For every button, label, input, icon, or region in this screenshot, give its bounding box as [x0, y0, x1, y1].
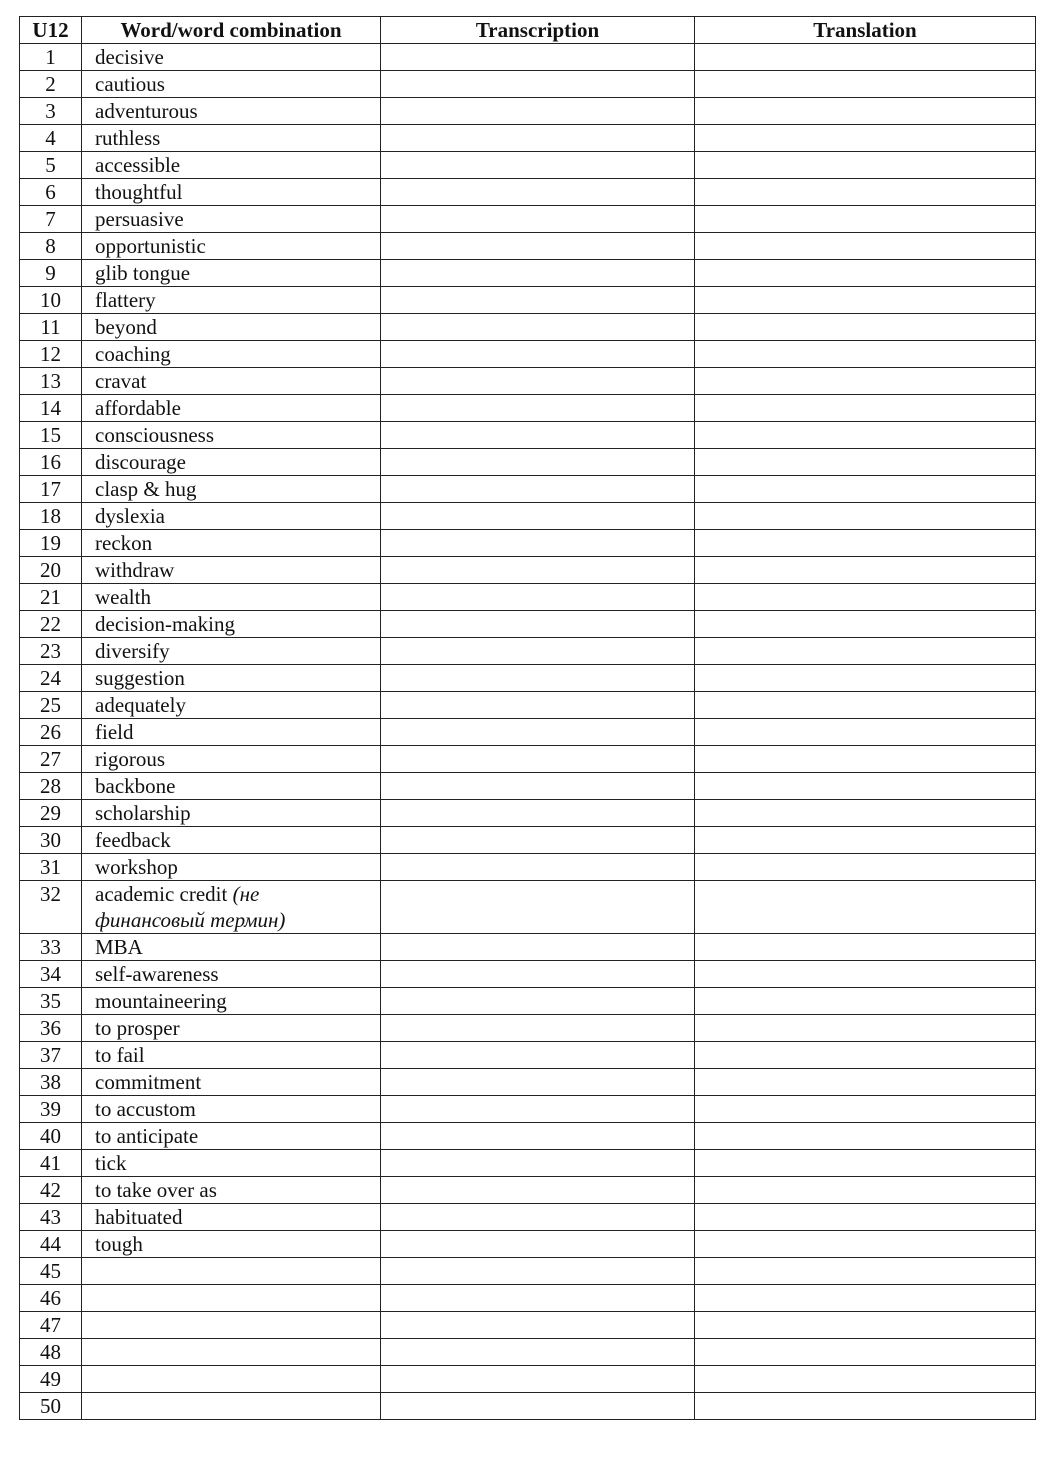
table-row [20, 988, 1036, 1015]
row-number: 2 [20, 71, 82, 98]
vocabulary-table [19, 16, 1036, 1420]
transcription-cell[interactable] [381, 1312, 695, 1339]
translation-cell[interactable] [695, 1366, 1036, 1393]
table-row [20, 665, 1036, 692]
table-row [20, 206, 1036, 233]
row-number: 27 [20, 746, 82, 773]
table-row [20, 827, 1036, 854]
table-row [20, 449, 1036, 476]
word-note: финансовый термин) [95, 908, 286, 932]
translation-cell[interactable] [695, 287, 1036, 314]
row-number: 21 [20, 584, 82, 611]
transcription-cell[interactable] [381, 665, 695, 692]
row-number: 16 [20, 449, 82, 476]
word-cell: clasp & hug [82, 476, 381, 503]
table-row [20, 1015, 1036, 1042]
translation-cell[interactable] [695, 1285, 1036, 1312]
transcription-cell[interactable] [381, 1042, 695, 1069]
translation-cell[interactable] [695, 314, 1036, 341]
row-number: 19 [20, 530, 82, 557]
table-row [20, 1312, 1036, 1339]
transcription-cell[interactable] [381, 341, 695, 368]
word-cell: tough [82, 1231, 381, 1258]
row-number: 1 [20, 44, 82, 71]
word-cell: wealth [82, 584, 381, 611]
row-number: 9 [20, 260, 82, 287]
transcription-cell[interactable] [381, 125, 695, 152]
word-cell: opportunistic [82, 233, 381, 260]
transcription-cell[interactable] [381, 1096, 695, 1123]
table-row [20, 395, 1036, 422]
word-cell: cautious [82, 71, 381, 98]
transcription-cell[interactable] [381, 1393, 695, 1420]
row-number: 40 [20, 1123, 82, 1150]
word-cell: workshop [82, 854, 381, 881]
transcription-cell[interactable] [381, 395, 695, 422]
word-cell: adequately [82, 692, 381, 719]
row-number: 25 [20, 692, 82, 719]
translation-cell[interactable] [695, 854, 1036, 881]
translation-cell[interactable] [695, 1015, 1036, 1042]
row-number: 38 [20, 1069, 82, 1096]
word-cell: discourage [82, 449, 381, 476]
row-number: 7 [20, 206, 82, 233]
translation-cell[interactable] [695, 206, 1036, 233]
transcription-cell[interactable] [381, 422, 695, 449]
row-number: 33 [20, 934, 82, 961]
row-number: 23 [20, 638, 82, 665]
word-cell: to anticipate [82, 1123, 381, 1150]
translation-cell[interactable] [695, 584, 1036, 611]
translation-cell[interactable] [695, 1312, 1036, 1339]
transcription-cell[interactable] [381, 827, 695, 854]
header-translation: Translation [695, 17, 1036, 44]
row-number: 45 [20, 1258, 82, 1285]
table-row [20, 719, 1036, 746]
word-cell: field [82, 719, 381, 746]
translation-cell[interactable] [695, 71, 1036, 98]
word-cell: rigorous [82, 746, 381, 773]
table-row [20, 557, 1036, 584]
word-cell: feedback [82, 827, 381, 854]
translation-cell[interactable] [695, 98, 1036, 125]
word-cell: mountaineering [82, 988, 381, 1015]
header-transcription: Transcription [381, 17, 695, 44]
translation-cell[interactable] [695, 1258, 1036, 1285]
word-cell: tick [82, 1150, 381, 1177]
row-number: 39 [20, 1096, 82, 1123]
table-row [20, 341, 1036, 368]
translation-cell[interactable] [695, 665, 1036, 692]
transcription-cell[interactable] [381, 692, 695, 719]
transcription-cell[interactable] [381, 503, 695, 530]
table-row [20, 125, 1036, 152]
translation-cell[interactable] [695, 611, 1036, 638]
translation-cell[interactable] [695, 1231, 1036, 1258]
table-row [20, 1042, 1036, 1069]
table-row [20, 611, 1036, 638]
transcription-cell[interactable] [381, 800, 695, 827]
translation-cell[interactable] [695, 152, 1036, 179]
transcription-cell[interactable] [381, 1123, 695, 1150]
transcription-cell[interactable] [381, 152, 695, 179]
row-number: 15 [20, 422, 82, 449]
word-cell: flattery [82, 287, 381, 314]
table-row [20, 179, 1036, 206]
row-number: 36 [20, 1015, 82, 1042]
word-cell: withdraw [82, 557, 381, 584]
translation-cell[interactable] [695, 773, 1036, 800]
table-row [20, 692, 1036, 719]
row-number: 6 [20, 179, 82, 206]
row-number: 46 [20, 1285, 82, 1312]
word-cell: habituated [82, 1204, 381, 1231]
transcription-cell[interactable] [381, 854, 695, 881]
word-cell [82, 1339, 381, 1366]
translation-cell[interactable] [695, 1393, 1036, 1420]
table-row [20, 584, 1036, 611]
word-cell: accessible [82, 152, 381, 179]
header-row [20, 17, 1036, 44]
word-cell: decision-making [82, 611, 381, 638]
row-number: 44 [20, 1231, 82, 1258]
transcription-cell[interactable] [381, 98, 695, 125]
translation-cell[interactable] [695, 179, 1036, 206]
translation-cell[interactable] [695, 449, 1036, 476]
word-cell: to fail [82, 1042, 381, 1069]
transcription-cell[interactable] [381, 746, 695, 773]
word-cell: diversify [82, 638, 381, 665]
row-number: 43 [20, 1204, 82, 1231]
transcription-cell[interactable] [381, 611, 695, 638]
transcription-cell[interactable] [381, 206, 695, 233]
word-cell: scholarship [82, 800, 381, 827]
transcription-cell[interactable] [381, 1015, 695, 1042]
table-row [20, 1150, 1036, 1177]
word-cell: affordable [82, 395, 381, 422]
row-number: 41 [20, 1150, 82, 1177]
row-number: 24 [20, 665, 82, 692]
transcription-cell[interactable] [381, 584, 695, 611]
transcription-cell[interactable] [381, 476, 695, 503]
translation-cell[interactable] [695, 827, 1036, 854]
word-cell [82, 1258, 381, 1285]
table-row [20, 638, 1036, 665]
transcription-cell[interactable] [381, 1069, 695, 1096]
table-row [20, 152, 1036, 179]
transcription-cell[interactable] [381, 71, 695, 98]
row-number: 13 [20, 368, 82, 395]
transcription-cell[interactable] [381, 1204, 695, 1231]
row-number: 35 [20, 988, 82, 1015]
transcription-cell[interactable] [381, 961, 695, 988]
row-number: 47 [20, 1312, 82, 1339]
word-cell: cravat [82, 368, 381, 395]
table-row [20, 44, 1036, 71]
table-row [20, 1123, 1036, 1150]
translation-cell[interactable] [695, 1339, 1036, 1366]
word-cell [82, 1366, 381, 1393]
translation-cell[interactable] [695, 1123, 1036, 1150]
row-number: 8 [20, 233, 82, 260]
table-row [20, 934, 1036, 961]
row-number: 28 [20, 773, 82, 800]
transcription-cell[interactable] [381, 1339, 695, 1366]
transcription-cell[interactable] [381, 1285, 695, 1312]
word-cell: thoughtful [82, 179, 381, 206]
translation-cell[interactable] [695, 1204, 1036, 1231]
table-row [20, 98, 1036, 125]
translation-cell[interactable] [695, 557, 1036, 584]
word-cell: adventurous [82, 98, 381, 125]
word-cell: decisive [82, 44, 381, 71]
row-number: 34 [20, 961, 82, 988]
translation-cell[interactable] [695, 260, 1036, 287]
header-unit: U12 [20, 17, 82, 44]
table-row [20, 287, 1036, 314]
transcription-cell[interactable] [381, 1177, 695, 1204]
word-cell: consciousness [82, 422, 381, 449]
translation-cell[interactable] [695, 422, 1036, 449]
word-cell: to take over as [82, 1177, 381, 1204]
table-row [20, 1177, 1036, 1204]
table-body [20, 44, 1036, 1420]
table-row [20, 854, 1036, 881]
translation-cell[interactable] [695, 692, 1036, 719]
word-cell: suggestion [82, 665, 381, 692]
table-row [20, 503, 1036, 530]
word-cell: commitment [82, 1069, 381, 1096]
word-cell [82, 1312, 381, 1339]
translation-cell[interactable] [695, 934, 1036, 961]
translation-cell[interactable] [695, 638, 1036, 665]
table-row [20, 1096, 1036, 1123]
translation-cell[interactable] [695, 1177, 1036, 1204]
table-row [20, 476, 1036, 503]
word-cell: backbone [82, 773, 381, 800]
row-number: 4 [20, 125, 82, 152]
translation-cell[interactable] [695, 233, 1036, 260]
word-cell: glib tongue [82, 260, 381, 287]
row-number: 26 [20, 719, 82, 746]
transcription-cell[interactable] [381, 44, 695, 71]
word-cell: to prosper [82, 1015, 381, 1042]
table-row [20, 773, 1036, 800]
row-number: 14 [20, 395, 82, 422]
translation-cell[interactable] [695, 746, 1036, 773]
translation-cell[interactable] [695, 503, 1036, 530]
row-number: 48 [20, 1339, 82, 1366]
word-cell: beyond [82, 314, 381, 341]
row-number: 20 [20, 557, 82, 584]
transcription-cell[interactable] [381, 260, 695, 287]
table-row [20, 1258, 1036, 1285]
translation-cell[interactable] [695, 961, 1036, 988]
row-number: 29 [20, 800, 82, 827]
table-row [20, 1339, 1036, 1366]
transcription-cell[interactable] [381, 368, 695, 395]
transcription-cell[interactable] [381, 773, 695, 800]
translation-cell[interactable] [695, 719, 1036, 746]
transcription-cell[interactable] [381, 934, 695, 961]
translation-cell[interactable] [695, 881, 1036, 934]
transcription-cell[interactable] [381, 1258, 695, 1285]
transcription-cell[interactable] [381, 638, 695, 665]
word-cell: MBA [82, 934, 381, 961]
table-row [20, 368, 1036, 395]
word-text: academic credit [95, 882, 228, 906]
transcription-cell[interactable] [381, 557, 695, 584]
table-row [20, 881, 1036, 934]
transcription-cell[interactable] [381, 1150, 695, 1177]
transcription-cell[interactable] [381, 314, 695, 341]
table-row [20, 1285, 1036, 1312]
word-cell: persuasive [82, 206, 381, 233]
transcription-cell[interactable] [381, 881, 695, 934]
transcription-cell[interactable] [381, 530, 695, 557]
transcription-cell[interactable] [381, 179, 695, 206]
word-note: (не [232, 882, 260, 906]
row-number: 30 [20, 827, 82, 854]
row-number: 10 [20, 287, 82, 314]
row-number: 18 [20, 503, 82, 530]
row-number: 12 [20, 341, 82, 368]
table-row [20, 260, 1036, 287]
table-row [20, 1069, 1036, 1096]
translation-cell[interactable] [695, 988, 1036, 1015]
translation-cell[interactable] [695, 1069, 1036, 1096]
word-cell: ruthless [82, 125, 381, 152]
transcription-cell[interactable] [381, 449, 695, 476]
transcription-cell[interactable] [381, 1231, 695, 1258]
table-row [20, 1366, 1036, 1393]
word-cell: to accustom [82, 1096, 381, 1123]
word-cell [82, 881, 381, 934]
row-number: 50 [20, 1393, 82, 1420]
row-number: 17 [20, 476, 82, 503]
translation-cell[interactable] [695, 800, 1036, 827]
transcription-cell[interactable] [381, 1366, 695, 1393]
table-row [20, 71, 1036, 98]
word-cell: self-awareness [82, 961, 381, 988]
translation-cell[interactable] [695, 341, 1036, 368]
transcription-cell[interactable] [381, 287, 695, 314]
word-cell: reckon [82, 530, 381, 557]
transcription-cell[interactable] [381, 719, 695, 746]
word-cell [82, 1393, 381, 1420]
translation-cell[interactable] [695, 368, 1036, 395]
row-number: 32 [20, 881, 82, 934]
table-row [20, 233, 1036, 260]
word-cell [82, 1285, 381, 1312]
translation-cell[interactable] [695, 1150, 1036, 1177]
row-number: 11 [20, 314, 82, 341]
table-row [20, 961, 1036, 988]
row-number: 42 [20, 1177, 82, 1204]
header-word: Word/word combination [82, 17, 381, 44]
translation-cell[interactable] [695, 476, 1036, 503]
table-row [20, 800, 1036, 827]
row-number: 37 [20, 1042, 82, 1069]
table-row [20, 1231, 1036, 1258]
row-number: 22 [20, 611, 82, 638]
translation-cell[interactable] [695, 44, 1036, 71]
table-row [20, 1393, 1036, 1420]
translation-cell[interactable] [695, 530, 1036, 557]
translation-cell[interactable] [695, 1042, 1036, 1069]
row-number: 5 [20, 152, 82, 179]
table-row [20, 1204, 1036, 1231]
transcription-cell[interactable] [381, 988, 695, 1015]
word-cell: dyslexia [82, 503, 381, 530]
translation-cell[interactable] [695, 1096, 1036, 1123]
table-row [20, 422, 1036, 449]
translation-cell[interactable] [695, 125, 1036, 152]
row-number: 31 [20, 854, 82, 881]
translation-cell[interactable] [695, 395, 1036, 422]
row-number: 3 [20, 98, 82, 125]
transcription-cell[interactable] [381, 233, 695, 260]
table-row [20, 746, 1036, 773]
table-row [20, 314, 1036, 341]
table-row [20, 530, 1036, 557]
row-number: 49 [20, 1366, 82, 1393]
word-cell: coaching [82, 341, 381, 368]
